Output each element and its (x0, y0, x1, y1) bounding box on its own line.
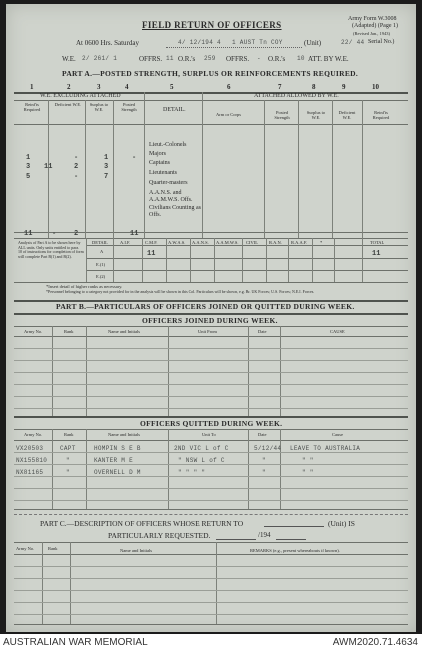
unit-value: 1 AUST Tn COY (232, 39, 283, 46)
ors-label-2: O.R.'s (268, 55, 286, 63)
joined-header-name: Name and Initials (108, 329, 140, 334)
quitted-title: OFFICERS QUITTED DURING WEEK. (140, 419, 283, 428)
part-c-header-army-no: Army No. (16, 546, 35, 551)
col4-quartermasters: - (132, 154, 137, 162)
we-label: W.E. (62, 55, 76, 63)
form-sheet (6, 4, 416, 632)
date-value: 4/ 12/194 4 (178, 39, 221, 46)
offrs-value-2: - (257, 55, 261, 62)
rank: " (66, 457, 70, 464)
rank-civilians: Civilians Counting as Offs. (149, 205, 202, 218)
header-deficient-att: Deficient W.E. (338, 110, 356, 120)
col1-captains: 3 (26, 163, 31, 171)
date: 5/12/44 (254, 445, 282, 452)
analysis-note: Analysis of Part A to be shown here by ALL units. Only units entitled to para. 10 of instructions for completion of form will complete Part B(1) and B(2). (18, 240, 84, 259)
unit: " NSW L of C (178, 457, 225, 464)
ors-value-1: 259 (204, 55, 216, 62)
total-col4: 11 (130, 230, 139, 238)
analysis-col-cmf: C.M.F. (145, 240, 158, 245)
analysis-col-total: TOTAL (370, 240, 385, 245)
header-arm-or-corps: Arm or Corps (216, 112, 241, 117)
unit: " " " " (178, 469, 206, 476)
unit-label: (Unit) (304, 39, 322, 47)
army-no: NX155810 (16, 457, 48, 464)
detail-header: DETAIL. (163, 107, 186, 113)
col-number-6: 6 (227, 83, 231, 91)
footnote-1: *Insert detail of higher ranks as necessary. (46, 284, 123, 289)
form-title: FIELD RETURN OF OFFICERS (142, 20, 282, 30)
total-col2: - (52, 230, 57, 238)
part-c-date: /194 (258, 531, 271, 539)
analysis-col-ran: R.A.N. (269, 240, 282, 245)
analysis-total-value: 11 (372, 250, 381, 258)
offrs-label-1: OFFRS. (139, 55, 163, 63)
quitted-header-army-no: Army No. (24, 432, 43, 437)
name: HOMPIN S E B (94, 445, 141, 452)
col-number-10: 10 (372, 83, 379, 91)
col4-lieutenants: 7 (104, 173, 109, 181)
col-number-7: 7 (278, 83, 282, 91)
rank-quartermasters: Quarter-masters (149, 180, 188, 186)
header-surplus-att: Surplus to W.E. (306, 110, 326, 120)
date: " (262, 457, 266, 464)
detail2-header: DETAIL (92, 240, 108, 245)
name: KANTER M E (94, 457, 134, 464)
quitted-header-unit-to: Unit To (202, 432, 216, 437)
header-reinfts-att: Reinf'ts Required (372, 110, 390, 120)
part-b-title: PART B.—PARTICULARS OF OFFICERS JOINED OR QUITTED DURING WEEK. (56, 302, 355, 311)
part-c-unit-is: (Unit) IS (328, 519, 355, 528)
rank-majors: Majors (149, 151, 166, 157)
analysis-col-raaf: R.A.A.F. (291, 240, 308, 245)
analysis-col-civil: CIVIL (246, 240, 258, 245)
quitted-header-date: Date (258, 432, 267, 437)
rank: " (66, 469, 70, 476)
col3-captains: 2 (74, 163, 79, 171)
cause: " " (302, 457, 314, 464)
rank-aans: A.A.N.S. and A.A.M.W.S. Offs. (149, 190, 193, 203)
form-ref-1: Army Form W.3008 (348, 16, 397, 22)
col1-majors: 1 (26, 154, 31, 162)
analysis-row-e1: E.(1) (96, 262, 106, 267)
rank-captains: Captains (149, 160, 170, 166)
att-label: ATT. BY W.E. (308, 55, 349, 63)
analysis-col-awas: A.W.A.S. (168, 240, 186, 245)
footer-accession-number: AWM2020.71.4634 (332, 637, 418, 648)
cause: LEAVE TO AUSTRALIA (290, 445, 361, 452)
analysis-col-star: * (320, 240, 323, 245)
header-posted-strength-att: Posted Strength (274, 110, 290, 120)
time-label: At 0600 Hrs. Saturday (76, 39, 139, 47)
header-reinfts-required: Reinf'ts Required (23, 102, 41, 112)
joined-header-cause: CAUSE (330, 329, 345, 334)
footer-institution: AUSTRALIAN WAR MEMORIAL (3, 637, 148, 648)
quitted-header-name: Name and Initials (108, 432, 140, 437)
analysis-aif-value: 11 (147, 250, 156, 258)
footnote-2: *Personnel belonging to a category not provided for in the analysis will be shown in this Col. Particulars will be shown, e.g. Br. UK Forces; U.S. Forces; N.E.I. Forces. (46, 289, 315, 294)
analysis-col-aans: A.A.N.S. (192, 240, 209, 245)
offrs-label-2: OFFRS. (226, 55, 250, 63)
col-number-9: 9 (342, 83, 346, 91)
ors-label-1: O.R.'s (178, 55, 196, 63)
form-ref-3: (Revised Jan., 1943) (353, 31, 390, 36)
form-ref-2: (Adapted) (Page 1) (352, 23, 398, 29)
joined-header-army-no: Army No. (24, 329, 43, 334)
name: OVERNELL D M (94, 469, 141, 476)
col4-captains: 3 (104, 163, 109, 171)
attached-allowed-label: ATTACHED ALLOWED BY W.E. (254, 93, 339, 99)
header-deficient-we: Deficient W.E. (54, 102, 82, 107)
part-c-header-name: Name and Initials (120, 548, 152, 553)
total-col3: 2 (74, 230, 79, 238)
joined-title: OFFICERS JOINED DURING WEEK. (142, 316, 278, 325)
col-number-4: 4 (125, 83, 129, 91)
table-row (16, 445, 43, 452)
col-number-1: 1 (30, 83, 34, 91)
joined-header-rank: Rank (64, 329, 74, 334)
total-col1: 11 (24, 230, 33, 238)
joined-header-unit-from: Unit From (198, 329, 217, 334)
we-excluding-attached-label: W.E. EXCLUDING ATTACHED (40, 93, 121, 99)
quitted-header-rank: Rank (64, 432, 74, 437)
serial-label: Serial No.) (368, 39, 395, 45)
part-c-header-rank: Rank (48, 546, 58, 551)
header-surplus-to-we: Surplus to W.E. (89, 102, 109, 112)
unit: 2ND VIC L of C (174, 445, 229, 452)
cause: " " (302, 469, 314, 476)
part-c-particularly: PARTICULARLY REQUESTED. (108, 531, 211, 540)
part-c-title: PART C.—DESCRIPTION OF OFFICERS WHOSE RETURN TO (40, 519, 244, 528)
part-c-header-remarks: REMARKS (e.g., present whereabouts if known). (250, 548, 340, 553)
analysis-row-e2: E.(2) (96, 274, 106, 279)
col4-majors: 1 (104, 154, 109, 162)
col3-majors: - (74, 154, 79, 162)
serial-number-value: 22/ 44 (341, 39, 365, 46)
att-value: 10 (297, 55, 305, 62)
part-a-title: PART A.—POSTED STRENGTH, SURPLUS OR REINFORCEMENTS REQUIRED. (62, 69, 359, 78)
rank-lieutenants: Lieutenants (149, 170, 177, 176)
army-no: NX81165 (16, 469, 44, 476)
col-number-2: 2 (67, 83, 71, 91)
analysis-row-a: A (100, 249, 104, 254)
analysis-col-aif: A.I.F. (120, 240, 131, 245)
col2-captains: 11 (44, 163, 53, 171)
col3-lieutenants: - (74, 173, 79, 181)
rank: CAPT (60, 445, 76, 452)
rank-lt-col: Lieut.-Colonels (149, 142, 187, 148)
col-number-8: 8 (312, 83, 316, 91)
col-number-3: 3 (97, 83, 101, 91)
analysis-col-aamws: A.A.M.W.S. (216, 240, 239, 245)
col1-lieutenants: 5 (26, 173, 31, 181)
header-posted-strength: Posted Strength (121, 102, 137, 112)
we-value: 2/ 261/ 1 (82, 55, 118, 62)
archive-footer (0, 634, 422, 653)
date: " (262, 469, 266, 476)
col-number-5: 5 (170, 83, 174, 91)
quitted-header-cause: Cause (332, 432, 343, 437)
offrs-value-1: 11 (166, 55, 174, 62)
joined-header-date: Date (258, 329, 267, 334)
army-no: VX20503 (16, 445, 44, 452)
